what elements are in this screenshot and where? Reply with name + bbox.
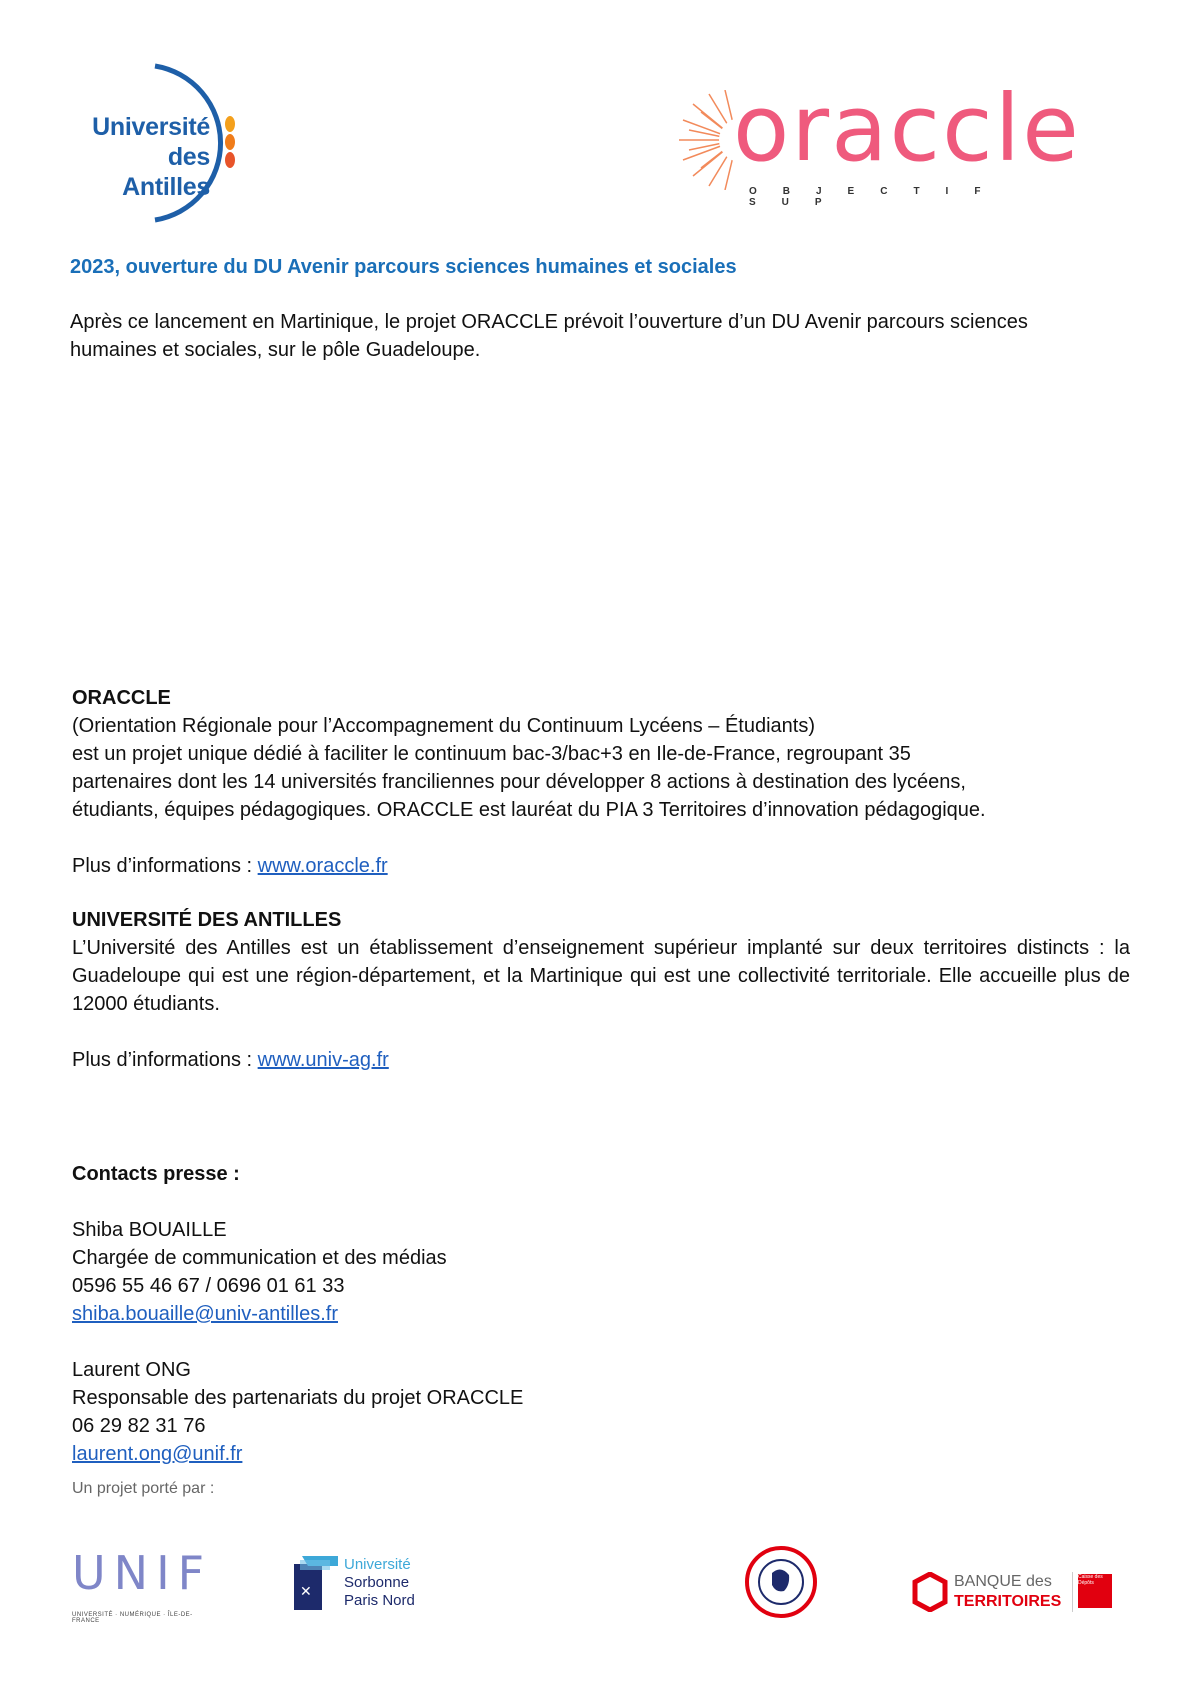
caisse-depots-text: Caisse des Dépôts <box>1078 1574 1103 1586</box>
oraccle-website-link[interactable]: www.oraccle.fr <box>257 855 388 877</box>
unif-logo <box>72 1546 213 1624</box>
ua-text: L’Université des Antilles est un établissement d’enseignement supérieur implanté sur deux territoires distincts : la Guadeloupe qui est une région-département, et la Martinique qui est une collectivité territoriale. Elle accueille plus de 12000 étudiants. <box>72 937 1130 1015</box>
contacts-title: Contacts presse : <box>72 1163 240 1185</box>
footer-label: Un projet porté par : <box>72 1480 215 1497</box>
press-contacts <box>72 1160 772 1468</box>
oraccle-description <box>72 684 1132 880</box>
oraccle-line1: est un projet unique dédié à faciliter le continuum bac-3/bac+3 en Ile-de-France, regroupant 35 <box>72 743 911 765</box>
oraccle-line2: partenaires dont les 14 universités franciliennes pour développer 8 actions à destination des lycéens, <box>72 771 966 793</box>
contact-2-phone: 06 29 82 31 76 <box>72 1415 206 1437</box>
investir-avenir-emblem-icon <box>744 1545 818 1619</box>
ua-logo-line2: des Antilles <box>122 143 210 201</box>
ua-website-link[interactable]: www.univ-ag.fr <box>257 1049 389 1071</box>
investir-avenir-text <box>744 1545 745 1546</box>
ua-logo-line1: Université <box>92 113 210 141</box>
contact-1-phone: 0596 55 46 67 / 0696 01 61 33 <box>72 1275 345 1297</box>
oraccle-line3: étudiants, équipes pédagogiques. ORACCLE est lauréat du PIA 3 Territoires d’innovation pédagogique. <box>72 799 986 821</box>
oraccle-tagline: OBJECTIF SUP <box>749 186 1007 208</box>
banque-des-territoires-logo <box>912 1572 1122 1618</box>
contact-2-name: Laurent ONG <box>72 1359 191 1381</box>
section-2023-line2: humaines et sociales, sur le pôle Guadeloupe. <box>70 339 481 361</box>
unif-subtitle: UNIVERSITÉ · NUMÉRIQUE · ÎLE-DE-FRANCE <box>72 1612 193 1624</box>
contact-1-email-link[interactable]: shiba.bouaille@univ-antilles.fr <box>72 1303 338 1325</box>
contact-2-role: Responsable des partenariats du projet ORACCLE <box>72 1387 524 1409</box>
contact-2-email-link[interactable]: laurent.ong@unif.fr <box>72 1443 243 1465</box>
banque-line2: TERRITOIRES <box>954 1593 1062 1610</box>
contact-1-role: Chargée de communication et des médias <box>72 1247 447 1269</box>
section-2023-line1: Après ce lancement en Martinique, le projet ORACCLE prévoit l’ouverture d’un DU Avenir parcours sciences <box>70 311 1028 333</box>
ua-description <box>72 906 1130 1074</box>
banque-hexagon-icon <box>912 1572 948 1612</box>
investir-avenir-logo <box>744 1545 818 1619</box>
ua-info-label: Plus d’informations : <box>72 1049 258 1071</box>
oraccle-info-line <box>72 852 1132 880</box>
oraccle-subtitle: (Orientation Régionale pour l’Accompagnement du Continuum Lycéens – Étudiants) <box>72 715 816 737</box>
oraccle-title: ORACCLE <box>72 687 171 709</box>
sorbonne-paris-nord-logo <box>294 1556 434 1616</box>
contact-2 <box>72 1356 772 1468</box>
universite-antilles-logo <box>70 62 240 224</box>
banque-divider <box>1072 1572 1073 1612</box>
unif-wordmark: UNIF <box>72 1546 213 1600</box>
sorbonne-line2: Sorbonne <box>344 1574 410 1591</box>
sorbonne-line1: Université <box>344 1556 411 1573</box>
oraccle-wordmark: oraccle <box>733 75 1081 182</box>
ua-info-line <box>72 1046 1130 1074</box>
oraccle-logo <box>685 75 1085 212</box>
sorbonne-line3: Paris Nord <box>344 1592 415 1609</box>
oraccle-info-label: Plus d’informations : <box>72 855 258 877</box>
banque-line1: BANQUE des <box>954 1573 1052 1590</box>
section-2023-paragraph <box>70 308 1130 364</box>
ua-title: UNIVERSITÉ DES ANTILLES <box>72 909 342 931</box>
section-2023-heading: 2023, ouverture du DU Avenir parcours sciences humaines et sociales <box>70 256 737 278</box>
contact-1 <box>72 1216 772 1328</box>
sorbonne-emblem-icon <box>294 1556 338 1612</box>
svg-text:✕: ✕ <box>300 1584 312 1600</box>
contact-1-name: Shiba BOUAILLE <box>72 1219 227 1241</box>
caisse-depots-mark <box>1078 1574 1112 1608</box>
